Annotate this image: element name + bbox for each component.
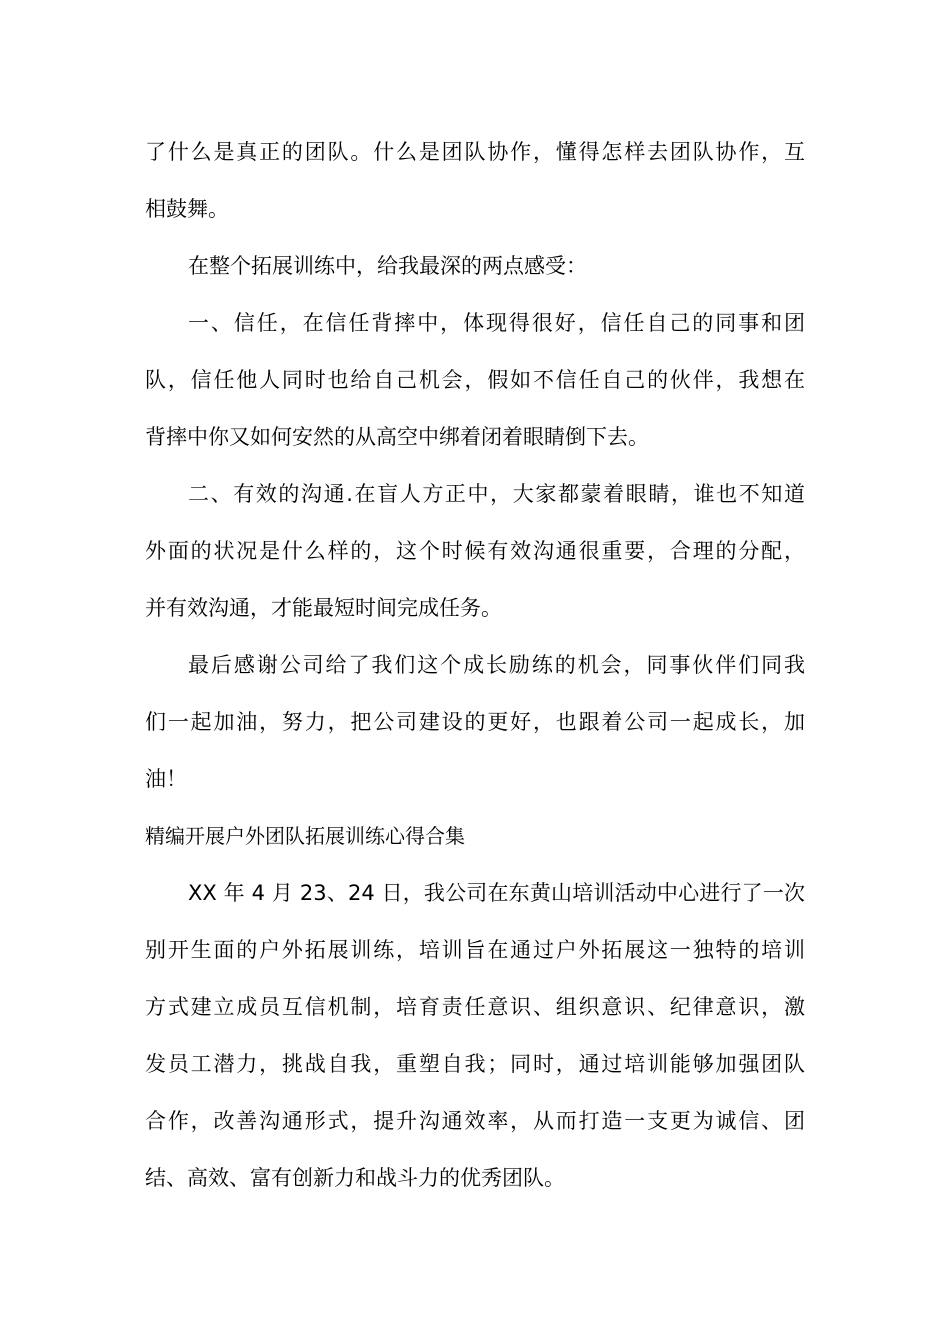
paragraph-line: 相鼓舞。 [145, 197, 229, 221]
paragraph-line: 合作，改善沟通形式，提升沟通效率，从而打造一支更为诚信、团 [145, 1109, 805, 1133]
paragraph-line: 队，信任他人同时也给自己机会，假如不信任自己的伙伴，我想在 [145, 368, 805, 392]
paragraph-line: 并有效沟通，才能最短时间完成任务。 [145, 596, 502, 620]
paragraph-line: 油！ [145, 767, 187, 791]
paragraph-line: 二、有效的沟通.在盲人方正中，大家都蒙着眼睛，谁也不知道 [188, 482, 805, 506]
paragraph-line: 别开生面的户外拓展训练，培训旨在通过户外拓展这一独特的培训 [145, 938, 805, 962]
paragraph-line: 外面的状况是什么样的，这个时候有效沟通很重要，合理的分配， [145, 539, 805, 563]
paragraph-line: 一、信任，在信任背摔中，体现得很好，信任自己的同事和团 [188, 311, 805, 335]
paragraph-line: 们一起加油，努力，把公司建设的更好，也跟着公司一起成长，加 [145, 710, 805, 734]
paragraph-line: XX 年 4 月 23、24 日，我公司在东黄山培训活动中心进行了一次 [188, 881, 805, 905]
section-title: 精编开展户外团队拓展训练心得合集 [145, 824, 465, 848]
paragraph-line: 在整个拓展训练中，给我最深的两点感受： [188, 254, 587, 278]
paragraph-line: 最后感谢公司给了我们这个成长励练的机会，同事伙伴们同我 [188, 653, 805, 677]
paragraph-line: 发员工潜力，挑战自我，重塑自我；同时，通过培训能够加强团队 [145, 1052, 805, 1076]
paragraph-line: 结、高效、富有创新力和战斗力的优秀团队。 [145, 1166, 565, 1190]
paragraph-line: 方式建立成员互信机制，培育责任意识、组织意识、纪律意识，激 [145, 995, 805, 1019]
paragraph-line: 了什么是真正的团队。什么是团队协作，懂得怎样去团队协作，互 [145, 140, 805, 164]
paragraph-line: 背摔中你又如何安然的从高空中绑着闭着眼睛倒下去。 [145, 425, 649, 449]
